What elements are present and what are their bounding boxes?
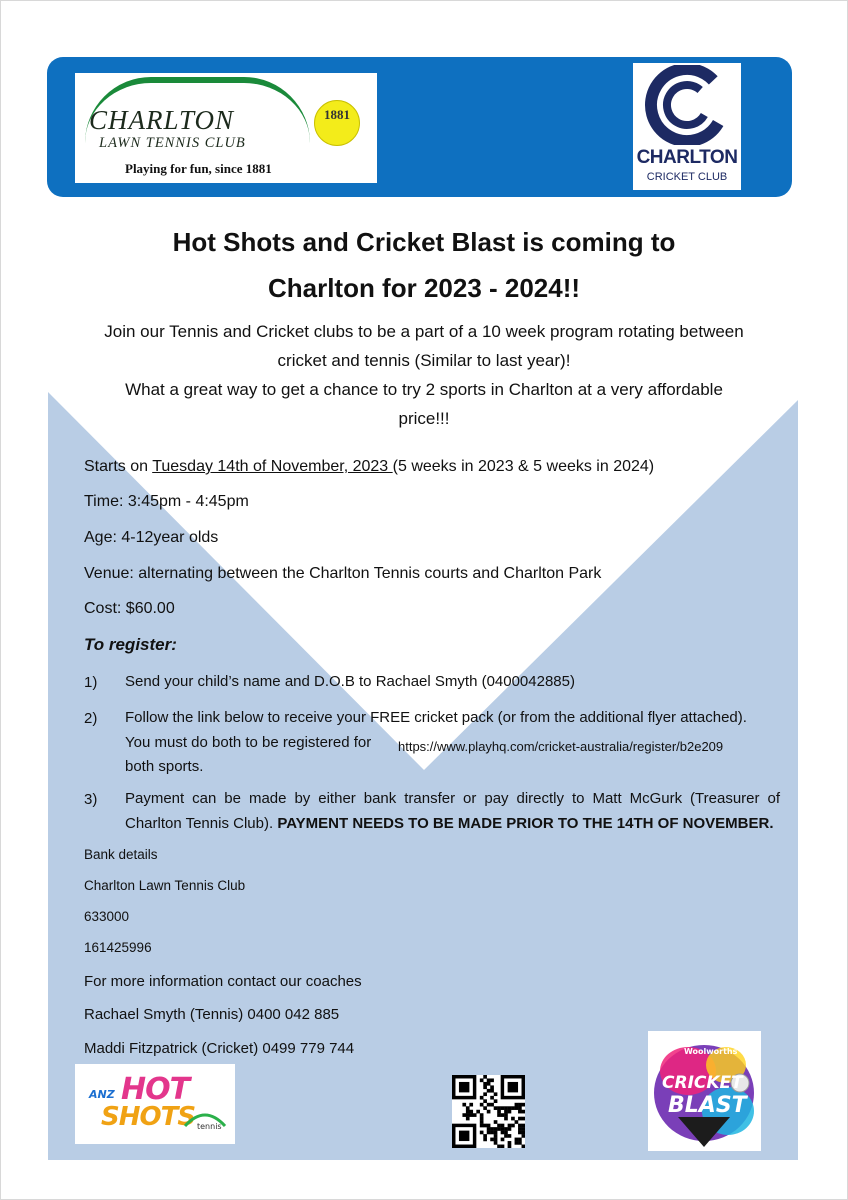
bank-bsb: 633000 bbox=[84, 909, 130, 924]
bank-heading: Bank details bbox=[84, 847, 158, 862]
blast-brand: Woolworths bbox=[684, 1047, 738, 1056]
playhq-registration-link[interactable]: https://www.playhq.com/cricket-australia/register/b2e209 bbox=[398, 739, 724, 754]
step-2-line-3: both sports. bbox=[125, 758, 204, 775]
start-date: Tuesday 14th of November, 2023 bbox=[152, 458, 393, 475]
hotshots-shots: SHOTS bbox=[101, 1102, 196, 1132]
headline-line-1: Hot Shots and Cricket Blast is coming to bbox=[172, 227, 676, 257]
venue-line: Venue: alternating between the Charlton Tennis courts and Charlton Park bbox=[84, 565, 602, 582]
hotshots-tennis: tennis bbox=[197, 1122, 222, 1131]
intro-line-3: What a great way to get a chance to try 2 sports in Charlton at a very affordable bbox=[125, 380, 723, 399]
tennis-ball-icon bbox=[314, 100, 360, 146]
age-line: Age: 4-12year olds bbox=[84, 529, 219, 546]
tennis-logo-tagline: Playing for fun, since 1881 bbox=[125, 161, 272, 176]
step-3-text bbox=[125, 787, 780, 836]
cost-line: Cost: $60.00 bbox=[84, 600, 175, 617]
contacts-heading: For more information contact our coaches bbox=[84, 973, 362, 990]
step-2-number: 2) bbox=[84, 710, 98, 727]
intro-line-4: price!!! bbox=[398, 409, 450, 428]
register-heading: To register: bbox=[84, 635, 177, 654]
cricket-blast-logo bbox=[648, 1031, 761, 1151]
cricket-logo-name: CHARLTON bbox=[636, 147, 738, 168]
start-suffix: (5 weeks in 2023 & 5 weeks in 2024) bbox=[392, 458, 655, 475]
cricket-club-logo bbox=[633, 63, 741, 190]
step-3-text-main: Payment can be made by either bank transfer or pay directly to Matt McGurk (Treasurer of Charlton Tennis Club). bbox=[125, 790, 780, 832]
bank-account-name: Charlton Lawn Tennis Club bbox=[84, 878, 246, 893]
tennis-logo-year: 1881 bbox=[324, 107, 350, 122]
step-2-line-1: Follow the link below to receive your FREE cricket pack (or from the additional flyer attached). bbox=[125, 709, 747, 726]
cricket-logo-sub: CRICKET CLUB bbox=[646, 171, 728, 183]
step-1-number: 1) bbox=[84, 674, 98, 691]
cc-monogram-icon bbox=[635, 65, 739, 145]
qr-code-graphic bbox=[452, 1075, 525, 1148]
qr-code-icon[interactable] bbox=[452, 1075, 525, 1148]
contact-tennis: Rachael Smyth (Tennis) 0400 042 885 bbox=[84, 1006, 340, 1023]
headline-line-2: Charlton for 2023 - 2024!! bbox=[267, 273, 581, 303]
step-3-payment-deadline: PAYMENT NEEDS TO BE MADE PRIOR TO THE 14TH OF NOVEMBER. bbox=[277, 814, 774, 832]
tennis-logo-sub: LAWN TENNIS CLUB bbox=[99, 135, 246, 151]
hotshots-hot: HOT bbox=[121, 1072, 190, 1107]
start-date-line bbox=[84, 458, 654, 476]
step-2-line-2: You must do both to be registered for bbox=[125, 733, 372, 751]
intro-line-2: cricket and tennis (Similar to last year)! bbox=[277, 351, 571, 370]
tennis-club-logo bbox=[75, 73, 377, 183]
intro-line-1: Join our Tennis and Cricket clubs to be a part of a 10 week program rotating between bbox=[104, 322, 744, 341]
time-line: Time: 3:45pm - 4:45pm bbox=[84, 493, 249, 510]
blast-cricket: CRICKET bbox=[662, 1073, 743, 1093]
tennis-logo-name: CHARLTON bbox=[89, 105, 235, 135]
step-1-text: Send your child’s name and D.O.B to Rachael Smyth (0400042885) bbox=[125, 673, 575, 690]
blast-blast: BLAST bbox=[668, 1093, 747, 1118]
bank-account-number: 161425996 bbox=[84, 940, 152, 955]
hotshots-anz: ANZ bbox=[89, 1088, 115, 1101]
start-prefix: Starts on bbox=[84, 458, 153, 475]
hotshots-swoosh-icon bbox=[75, 1064, 235, 1144]
contact-cricket: Maddi Fitzpatrick (Cricket) 0499 779 744 bbox=[84, 1040, 355, 1057]
anz-hot-shots-logo bbox=[75, 1064, 235, 1144]
step-3-number: 3) bbox=[84, 791, 98, 808]
